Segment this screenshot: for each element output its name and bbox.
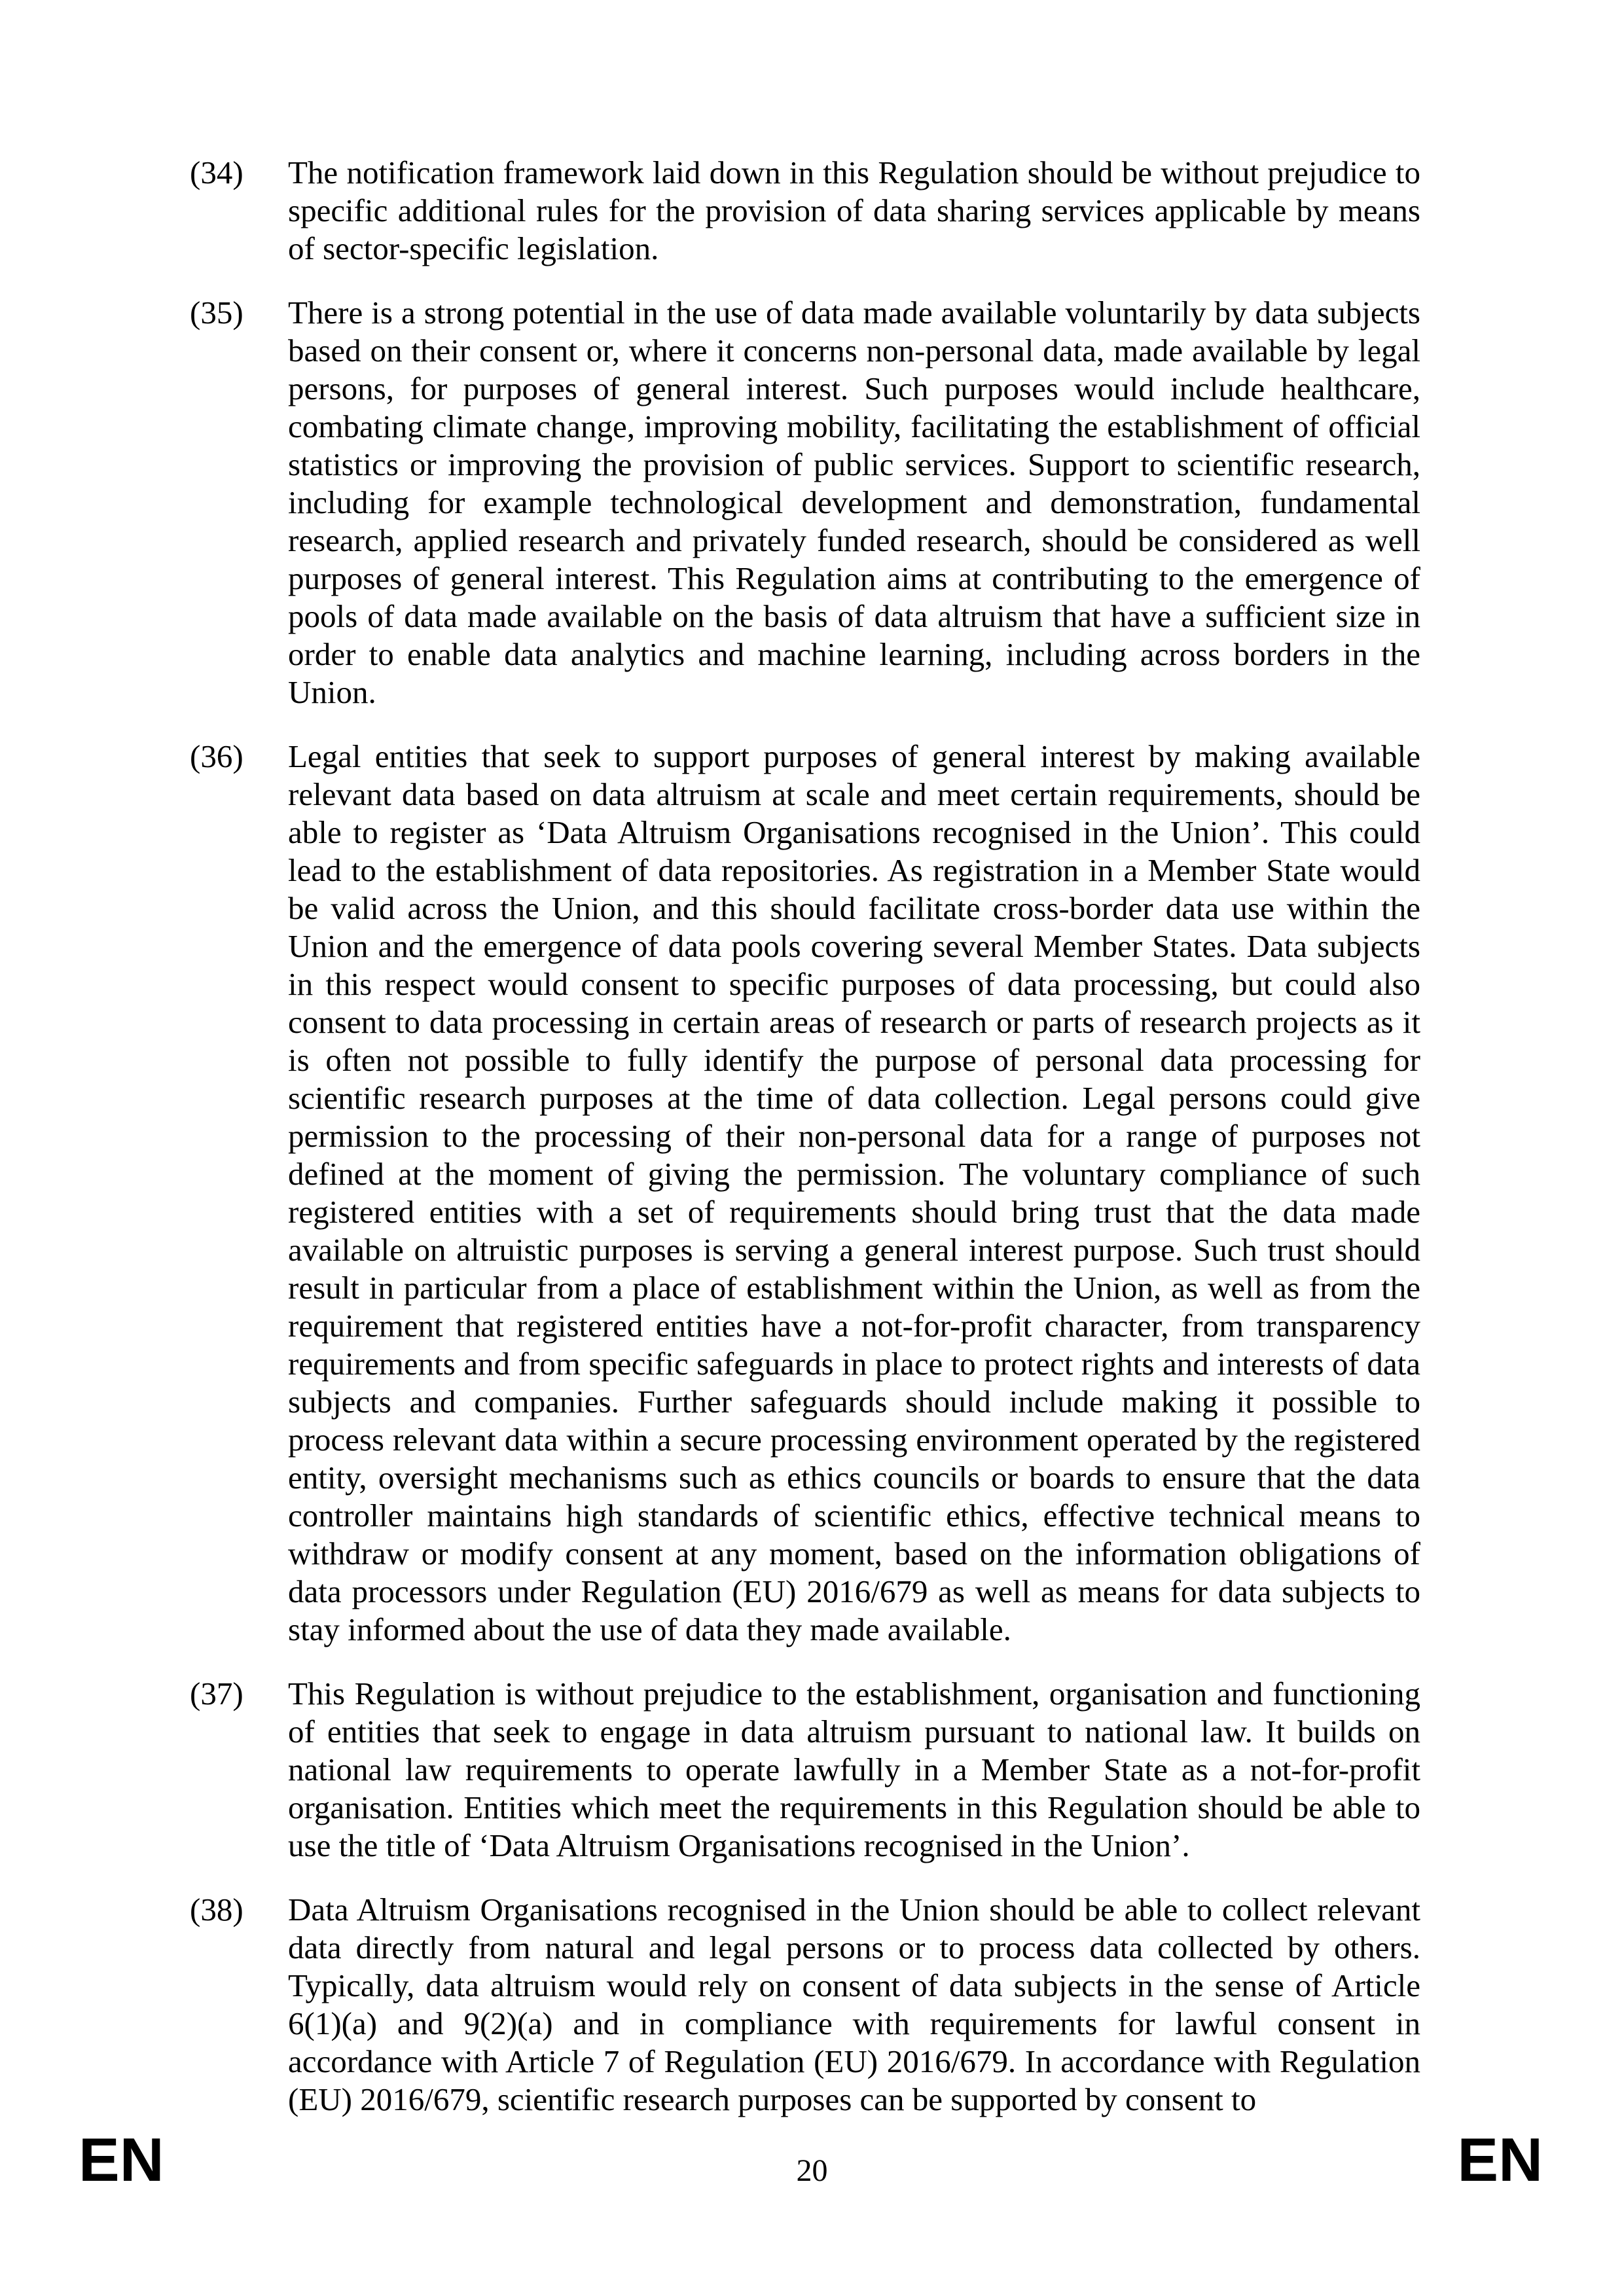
recital-number: (34) [190, 154, 244, 190]
recital-number: (36) [190, 738, 244, 774]
footer-language-code-left: EN [79, 2125, 164, 2194]
footer-language-code-right: EN [1457, 2125, 1543, 2194]
recital-text: Data Altruism Organisations recognised in the Union should be able to collect relevant data directly from natural and legal persons or to process data collected by others. Typically, data altruism would rely on consent of data subjects in the sense of Article 6(1)(a) and 9(2)(a) and in compliance with requirements for lawful consent in accordance with Article 7 of Regulation (EU) 2016/679. In accordance with Regulation (EU) 2016/679, scientific research purposes can be supported by consent to [288, 1892, 1420, 2117]
recital-text: Legal entities that seek to support purposes of general interest by making available relevant data based on data altruism at scale and meet certain requirements, should be able to register as ‘Data Altruism Organisations recognised in the Union’. This could lead to the establishment of data repositories. As registration in a Member State would be valid across the Union, and this should facilitate cross-border data use within the Union and the emergence of data pools covering several Member States. Data subjects in this respect would consent to specific purposes of data processing, but could also consent to data processing in certain areas of research or parts of research projects as it is often not possible to fully identify the purpose of personal data processing for scientific research purposes at the time of data collection. Legal persons could give permission to the processing of their non-personal data for a range of purposes not defined at the moment of giving the permission. The voluntary compliance of such registered entities with a set of requirements should bring trust that the data made available on altruistic purposes is serving a general interest purpose. Such trust should result in particular from a place of establishment within the Union, as well as from the requirement that registered entities have a not-for-profit character, from transparency requirements and from specific safeguards in place to protect rights and interests of data subjects and companies. Further safeguards should include making it possible to process relevant data within a secure processing environment operated by the registered entity, oversight mechanisms such as ethics councils or boards to ensure that the data controller maintains high standards of scientific ethics, effective technical means to withdraw or modify consent at any moment, based on the information obligations of data processors under Regulation (EU) 2016/679 as well as means for data subjects to stay informed about the use of data they made available. [288, 738, 1420, 1647]
recital-37 [190, 1675, 1420, 1865]
recital-38 [190, 1891, 1420, 2119]
recital-number: (37) [190, 1676, 244, 1712]
recitals-text-block [190, 154, 1420, 2145]
recital-35 [190, 294, 1420, 711]
recital-text: There is a strong potential in the use of data made available voluntarily by data subjects based on their consent or, where it concerns non-personal data, made available by legal persons, for purposes of general interest. Such purposes would include healthcare, combating climate change, improving mobility, facilitating the establishment of official statistics or improving the provision of public services. Support to scientific research, including for example technological development and demonstration, fundamental research, applied research and privately funded research, should be considered as well purposes of general interest. This Regulation aims at contributing to the emergence of pools of data made available on the basis of data altruism that have a sufficient size in order to enable data analytics and machine learning, including across borders in the Union. [288, 295, 1420, 710]
recital-text: The notification framework laid down in this Regulation should be without prejudice to specific additional rules for the provision of data sharing services applicable by means of sector-specific legislation. [288, 154, 1420, 266]
recital-36 [190, 738, 1420, 1649]
recital-number: (38) [190, 1892, 244, 1928]
recital-text: This Regulation is without prejudice to the establishment, organisation and functioning of entities that seek to engage in data altruism pursuant to national law. It builds on national law requirements to operate lawfully in a Member State as a not-for-profit organisation. Entities which meet the requirements in this Regulation should be able to use the title of ‘Data Altruism Organisations recognised in the Union’. [288, 1676, 1420, 1863]
recital-number: (35) [190, 295, 244, 331]
footer-page-number: 20 [796, 2153, 828, 2188]
recital-34 [190, 154, 1420, 268]
